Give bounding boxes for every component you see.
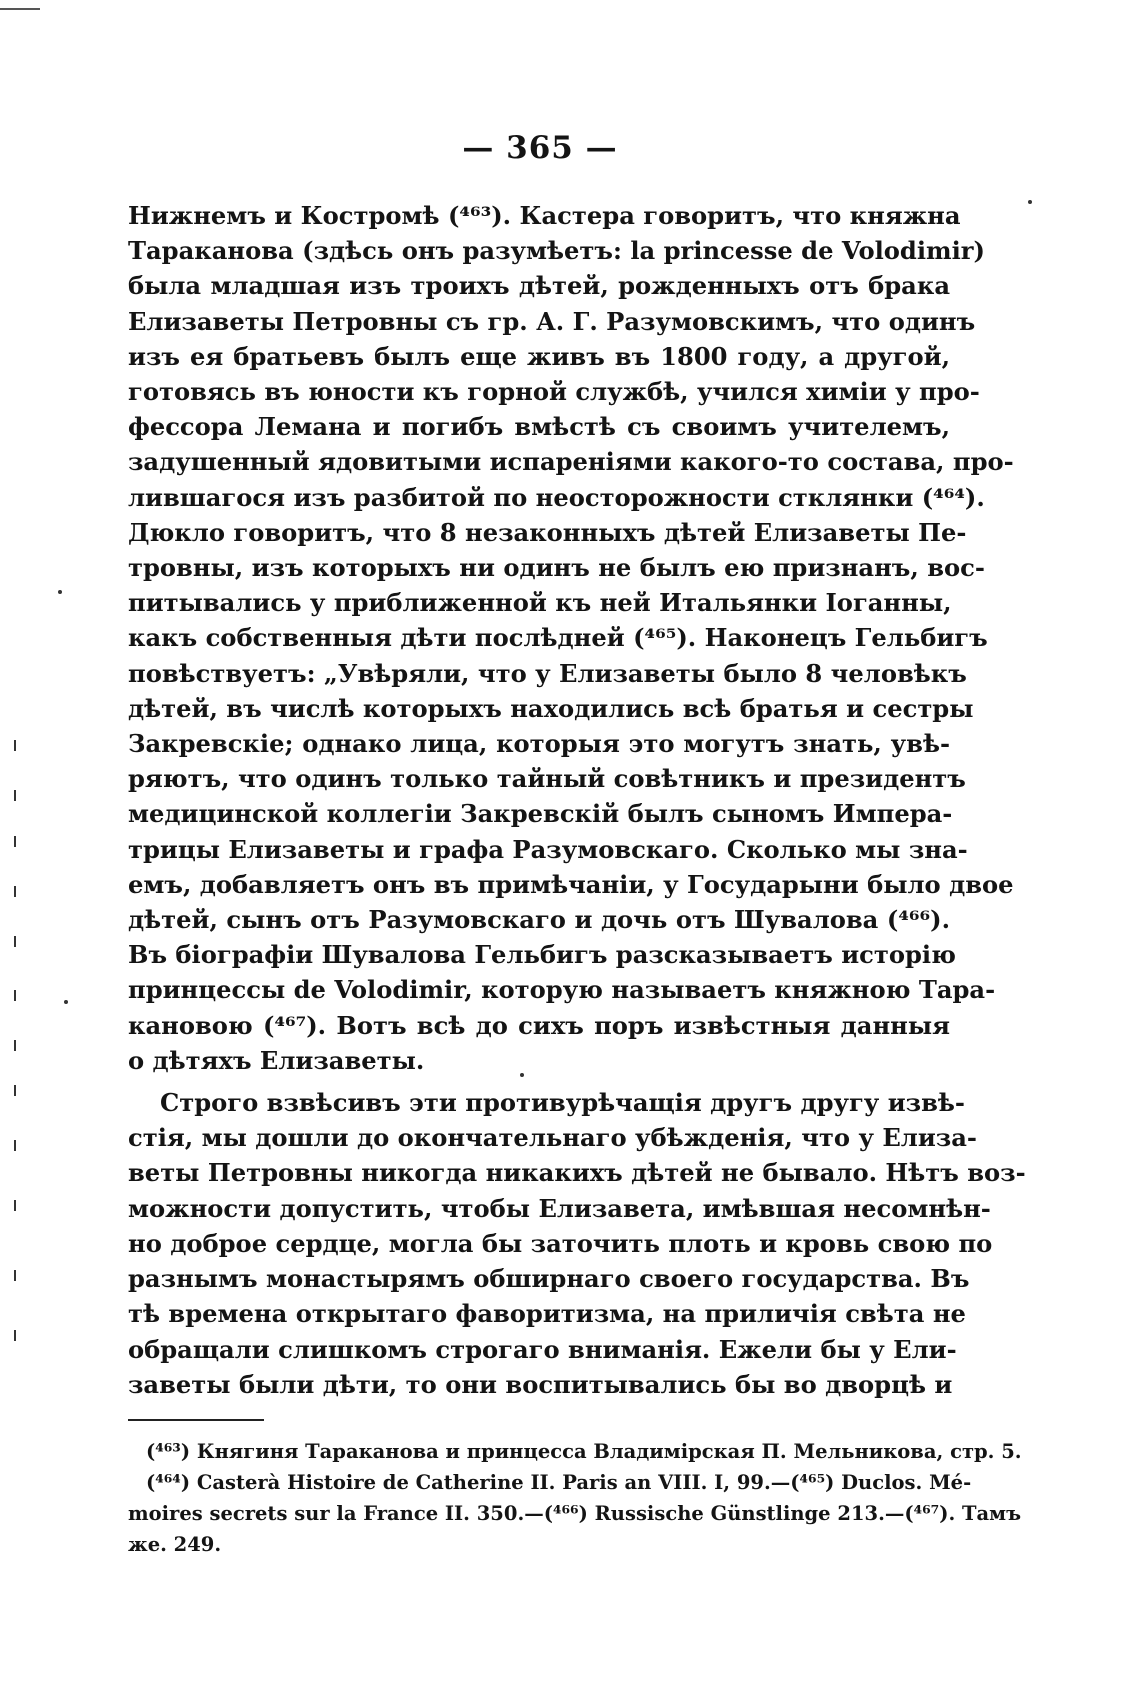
scan-artifact: [14, 1085, 16, 1096]
footnote-line: moires secrets sur la France II. 350.—(⁴⁶⁶) Russische Günstlinge 213.—(⁴⁶⁷). Тамъ: [128, 1502, 1022, 1525]
text-line: Дюкло говоритъ, что 8 незаконныхъ дѣтей Елизаветы Пе-: [128, 517, 967, 547]
text-line: лившагося изъ разбитой по неосторожности стклянки (⁴⁶⁴).: [128, 482, 985, 512]
footnote-line: (⁴⁶⁴) Casterà Histoire de Catherine II. Paris an VIII. I, 99.—(⁴⁶⁵) Duclos. Mé-: [146, 1471, 972, 1494]
top-edge-rule: [0, 8, 40, 10]
text-line: обращали слишкомъ строгаго вниманія. Ежели бы у Ели-: [128, 1334, 957, 1364]
text-line: разнымъ монастырямъ обширнаго своего государства. Въ: [128, 1264, 970, 1294]
text-line: трицы Елизаветы и графа Разумовскаго. Сколько мы зна-: [128, 834, 968, 864]
text-line: медицинской коллегіи Закревскій былъ сыномъ Импера-: [128, 799, 953, 829]
scan-speck: [520, 1073, 524, 1077]
scan-speck: [1028, 200, 1032, 204]
text-line: Закревскіе; однако лица, которыя это могутъ знать, увѣ-: [128, 729, 950, 759]
text-line: емъ, добавляетъ онъ въ примѣчаніи, у Государыни было двое: [128, 869, 1014, 899]
body-text: [128, 198, 1026, 1402]
scan-artifact: [14, 1270, 16, 1281]
footnote-line: же. 249.: [128, 1533, 222, 1556]
text-line: тѣ времена открытаго фаворитизма, на приличія свѣта не: [128, 1299, 966, 1329]
paragraph-1: [128, 198, 1014, 1078]
scan-artifact: [14, 836, 16, 847]
scan-artifact: [14, 790, 16, 801]
scan-artifact: [14, 740, 16, 751]
text-line: Нижнемъ и Костромѣ (⁴⁶³). Кастера говоритъ, что княжна: [128, 201, 961, 230]
scan-speck: [58, 590, 62, 594]
footnote-separator: [128, 1419, 264, 1421]
text-line: готовясь въ юности къ горной службѣ, учился химіи у про-: [128, 377, 980, 407]
page-number: — 365 —: [462, 130, 618, 166]
scan-artifact: [14, 990, 16, 1001]
text-line: повѣствуетъ: „Увѣряли, что у Елизаветы было 8 человѣкъ: [128, 658, 967, 688]
text-line: заветы были дѣти, то они воспитывались бы во дворцѣ и: [128, 1369, 953, 1399]
text-line: какъ собственныя дѣти послѣдней (⁴⁶⁵). Наконецъ Гельбигъ: [128, 623, 988, 653]
text-line: принцессы de Volodimir, которую называетъ княжною Тара-: [128, 975, 996, 1005]
text-line: Елизаветы Петровны съ гр. А. Г. Разумовскимъ, что одинъ: [128, 306, 976, 336]
text-line: Тараканова (здѣсь онъ разумѣетъ: la princesse de Volodimir): [128, 236, 985, 266]
text-line: Въ біографіи Шувалова Гельбигъ разсказываетъ исторію: [128, 940, 956, 970]
scan-margin-marks: [14, 740, 26, 1380]
text-line: изъ ея братьевъ былъ еще живъ въ 1800 году, а другой,: [128, 341, 950, 371]
scan-speck: [64, 1000, 68, 1004]
paragraph-gap: [128, 1078, 950, 1085]
text-line: задушенный ядовитыми испареніями какого-то состава, про-: [128, 447, 1014, 477]
paragraph-2: [128, 1085, 1026, 1402]
scan-artifact: [14, 1200, 16, 1211]
text-line: но доброе сердце, могла бы заточить плоть и кровь свою по: [128, 1228, 993, 1258]
text-line: тровны, изъ которыхъ ни одинъ не былъ ею признанъ, вос-: [128, 553, 985, 583]
text-line: стія, мы дошли до окончательнаго убѣжденія, что у Елиза-: [128, 1123, 977, 1153]
scan-artifact: [14, 886, 16, 897]
footnote-line: (⁴⁶³) Княгиня Тараканова и принцесса Владимірская П. Мельникова, стр. 5.: [146, 1440, 1022, 1463]
text-line: кановою (⁴⁶⁷). Вотъ всѣ до сихъ поръ извѣстныя данныя: [128, 1010, 950, 1040]
footnotes: [128, 1436, 1022, 1560]
scan-artifact: [14, 1040, 16, 1051]
text-line: ряютъ, что одинъ только тайный совѣтникъ и президентъ: [128, 764, 966, 794]
text-line: питывались у приближенной къ ней Итальянки Іоганны,: [128, 588, 952, 618]
text-line: веты Петровны никогда никакихъ дѣтей не бывало. Нѣтъ воз-: [128, 1158, 1026, 1188]
text-line: была младшая изъ троихъ дѣтей, рожденныхъ отъ брака: [128, 271, 950, 301]
scan-artifact: [14, 936, 16, 947]
text-line: о дѣтяхъ Елизаветы.: [128, 1045, 425, 1075]
text-line: Строго взвѣсивъ эти противурѣчащія другъ другу извѣ-: [160, 1088, 965, 1118]
text-line: можности допустить, чтобы Елизавета, имѣвшая несомнѣн-: [128, 1193, 991, 1223]
scan-artifact: [14, 1140, 16, 1151]
text-line: дѣтей, въ числѣ которыхъ находились всѣ братья и сестры: [128, 693, 974, 723]
text-line: дѣтей, сынъ отъ Разумовскаго и дочь отъ Шувалова (⁴⁶⁶).: [128, 905, 950, 935]
scan-artifact: [14, 1330, 16, 1341]
text-line: фессора Лемана и погибъ вмѣстѣ съ своимъ учителемъ,: [128, 412, 950, 442]
